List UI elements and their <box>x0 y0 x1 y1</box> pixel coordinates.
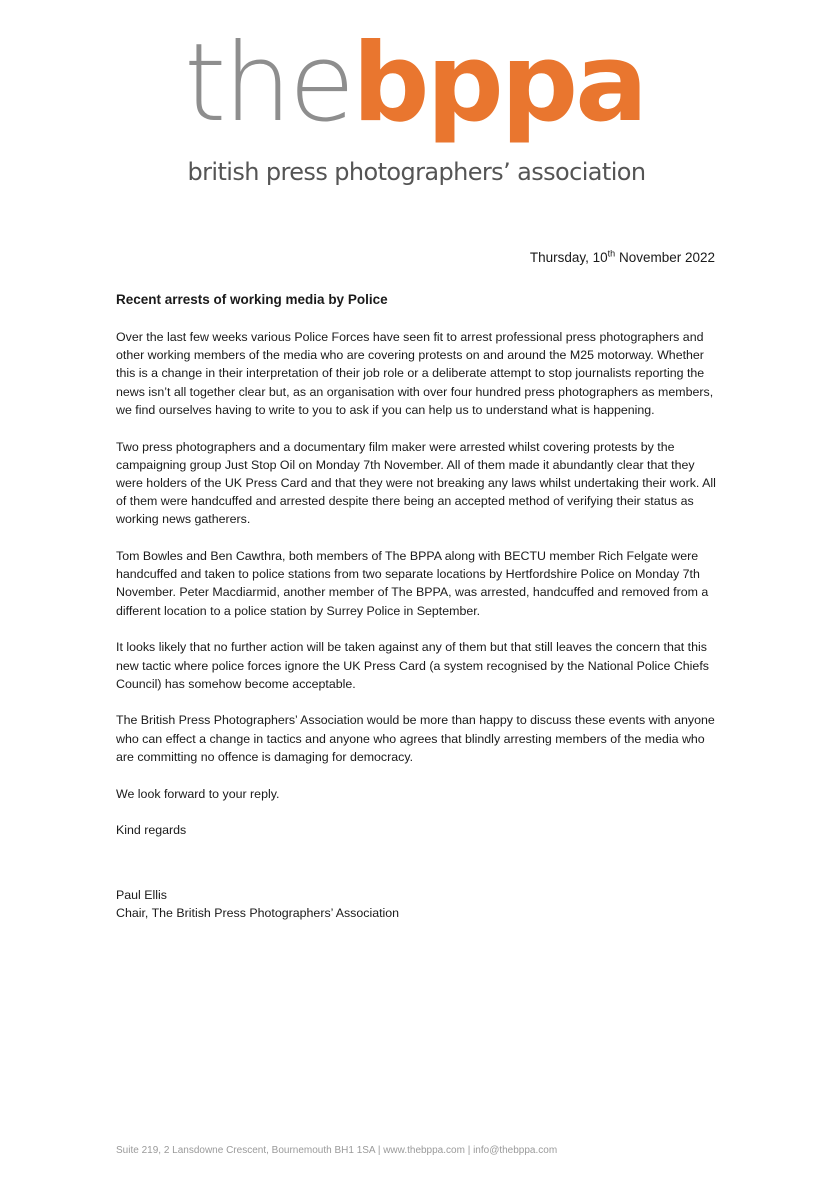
date-prefix: Thursday, 10 <box>529 250 608 265</box>
paragraph: Tom Bowles and Ben Cawthra, both members of The BPPA along with BECTU member Rich Felgate were handcuffed and taken to police stations from two separate locations by Hertfordshire Police on Monday 7th November. Peter Macdiarmid, another member of The BPPA, was arrested, handcuffed and removed from a different location to a police station by Surrey Police in September. <box>116 549 709 618</box>
signature-block <box>116 886 399 922</box>
logo-wordmark <box>183 21 646 146</box>
footer-address: Suite 219, 2 Lansdowne Crescent, Bournemouth BH1 1SA | www.thebppa.com | info@thebppa.com <box>116 1145 558 1156</box>
paragraph: The British Press Photographers’ Association would be more than happy to discuss these events with anyone who can effect a change in tactics and anyone who agrees that blindly arresting members of the media who are committing no offence is damaging for democracy. <box>116 713 715 764</box>
paragraph: Over the last few weeks various Police Forces have seen fit to arrest professional press photographers and other working members of the media who are covering protests on and around the M25 motorway. Whether this is a change in their interpretation of their job role or a deliberate attempt to stop journalists reporting the news isn’t all together clear but, as an organisation with over four hundred press photographers as members, we find ourselves having to write to you to ask if you can help us to understand what is happening. <box>116 330 714 417</box>
letter-subject: Recent arrests of working media by Police <box>116 292 388 307</box>
date-rest: November 2022 <box>615 250 715 265</box>
closing: Kind regards <box>116 823 187 838</box>
logo-the: the <box>183 21 353 146</box>
date-ordinal: th <box>607 248 616 259</box>
letter-body <box>116 328 724 858</box>
paragraph: Two press photographers and a documentary film maker were arrested whilst covering protests by the campaigning group Just Stop Oil on Monday 7th November. All of them made it abundantly clear that they were holders of the UK Press Card and that they were not breaking any laws whilst undertaking their work. All of them were handcuffed and arrested despite there being an accepted method of verifying their status as working news gatherers. <box>116 439 716 527</box>
signatory-name: Paul Ellis <box>116 888 167 902</box>
signatory-title: Chair, The British Press Photographers’ Association <box>116 906 400 920</box>
logo-subtitle: british press photographers’ association <box>187 158 646 186</box>
bppa-logo <box>0 21 833 146</box>
logo-bppa: bppa <box>352 21 646 146</box>
letter-date <box>530 250 715 265</box>
paragraph: We look forward to your reply. <box>116 786 280 801</box>
paragraph: It looks likely that no further action will be taken against any of them but that still leaves the concern that this new tactic where police forces ignore the UK Press Card (a system recognised by the National Police Chiefs Council) has somehow become acceptable. <box>116 640 709 691</box>
